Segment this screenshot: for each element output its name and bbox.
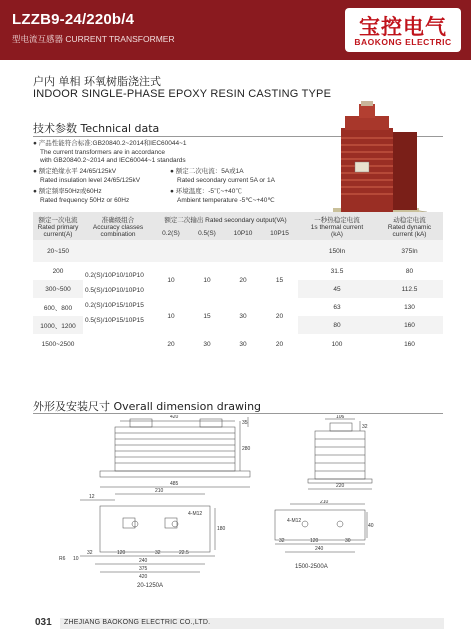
brand-logo [345, 8, 461, 52]
header-primary: 额定一次电流 Rated primary current(A) [33, 212, 83, 240]
divider [33, 413, 443, 414]
spec-temperature: ● 环境温度：-5℃~+40℃ Ambient temperature -5℃~+40℃ [170, 188, 275, 204]
table-row: 600、800 10 15 30 20 63 130 [43, 303, 415, 320]
svg-text:375: 375 [139, 566, 148, 572]
spec-standard: ● 产品性能符合标准:GB20840.2~2014和IEC60044~1 The current transformers are in accordance with GB20840.2~2014 and IEC60044~1 standards [33, 140, 187, 164]
svg-text:180: 180 [217, 526, 226, 532]
dimension-heading: 外形及安装尺寸 Overall dimension drawing [33, 400, 262, 413]
spec-insulation: ● 额定绝缘水平 24/65/125kV Rated insulation level 24/65/125kV [33, 168, 141, 184]
spec-frequency: ● 额定频率50Hz或60Hz Rated frequency 50Hz or 60Hz [33, 188, 130, 204]
rating-table [33, 212, 443, 354]
svg-text:4-M12: 4-M12 [287, 518, 302, 524]
svg-text:10: 10 [73, 556, 79, 562]
company-name: ZHEJIANG BAOKONG ELECTRIC CO.,LTD. [64, 619, 211, 626]
product-subtitle: 型电流互感器 CURRENT TRANSFORMER [12, 34, 175, 44]
spec-secondary-current: ● 额定二次电流：5A或1A Rated secondary current 5A or 1A [170, 168, 275, 184]
svg-text:120: 120 [310, 538, 319, 544]
svg-text:32: 32 [279, 538, 285, 544]
table-row: 20~150 150In 375In [33, 240, 443, 262]
table-row: 1000、1200 80 160 [33, 316, 443, 334]
svg-text:1500-2500A: 1500-2500A [295, 564, 328, 570]
svg-text:210: 210 [155, 488, 164, 494]
svg-text:40: 40 [368, 523, 374, 529]
model-number: LZZB9-24/220b/4 [12, 11, 135, 28]
plan-view-large-drawing [265, 500, 375, 575]
svg-text:240: 240 [139, 558, 148, 564]
svg-text:106: 106 [336, 415, 345, 420]
subcol-10p15: 10P15 [261, 226, 298, 240]
table-row: 200 0.2(S)/10P10/10P10 0.5(S)/10P10/10P10 0.2(S)/10P15/10P15 0.5(S)/10P15/10P15 10 10 20 15 31.5 80 [33, 262, 443, 280]
svg-text:R6: R6 [59, 556, 66, 562]
svg-text:32: 32 [155, 550, 161, 556]
svg-text:22.5: 22.5 [179, 550, 189, 556]
table-row: 300~500 45 112.5 [33, 280, 443, 298]
type-cn: 户内 单相 环氧树脂浇注式 [33, 75, 161, 88]
subcol-02s: 0.2(S) [153, 226, 189, 240]
logo-en-text: BAOKONG ELECTRIC [354, 37, 452, 47]
svg-text:420: 420 [170, 415, 179, 420]
svg-text:20-1250A: 20-1250A [137, 583, 164, 588]
page-number: 031 [35, 617, 52, 628]
header-output: 额定二次输出 Rated secondary output(VA) [153, 212, 298, 226]
header-banner [0, 0, 471, 60]
svg-text:485: 485 [170, 481, 179, 487]
svg-text:30: 30 [345, 538, 351, 544]
svg-text:12: 12 [89, 494, 95, 500]
svg-text:220: 220 [336, 483, 345, 489]
svg-text:35: 35 [242, 420, 248, 426]
subcol-10p10: 10P10 [225, 226, 261, 240]
subcol-05s: 0.5(S) [189, 226, 225, 240]
svg-text:240: 240 [315, 546, 324, 552]
header-accuracy: 准确级组合 Accuracy classes combination [83, 212, 153, 240]
svg-text:280: 280 [242, 446, 251, 452]
transformer-photo [315, 100, 433, 228]
logo-cn-text: 宝控电气 [359, 15, 447, 39]
svg-text:210: 210 [320, 500, 329, 505]
type-en: INDOOR SINGLE-PHASE EPOXY RESIN CASTING TYPE [33, 88, 332, 100]
plan-view-drawing [55, 488, 235, 588]
header-thermal: 一秒热稳定电流 1s thermal current (kA) [298, 212, 376, 240]
svg-text:32: 32 [87, 550, 93, 556]
side-elevation-drawing [300, 415, 390, 493]
svg-text:420: 420 [139, 574, 148, 580]
technical-data-heading: 技术参数 Technical data [33, 122, 160, 135]
header-dynamic: 动稳定电流 Rated dynamic current (kA) [376, 212, 443, 240]
accuracy-combos: 0.2(S)/10P10/10P10 0.5(S)/10P10/10P10 0.2(S)/10P15/10P15 0.5(S)/10P15/10P15 [85, 272, 144, 324]
table-row: 1500~2500 20 30 30 20 100 160 [41, 340, 415, 348]
svg-text:32: 32 [362, 424, 368, 430]
svg-text:120: 120 [117, 550, 126, 556]
svg-text:4-M12: 4-M12 [188, 511, 203, 517]
